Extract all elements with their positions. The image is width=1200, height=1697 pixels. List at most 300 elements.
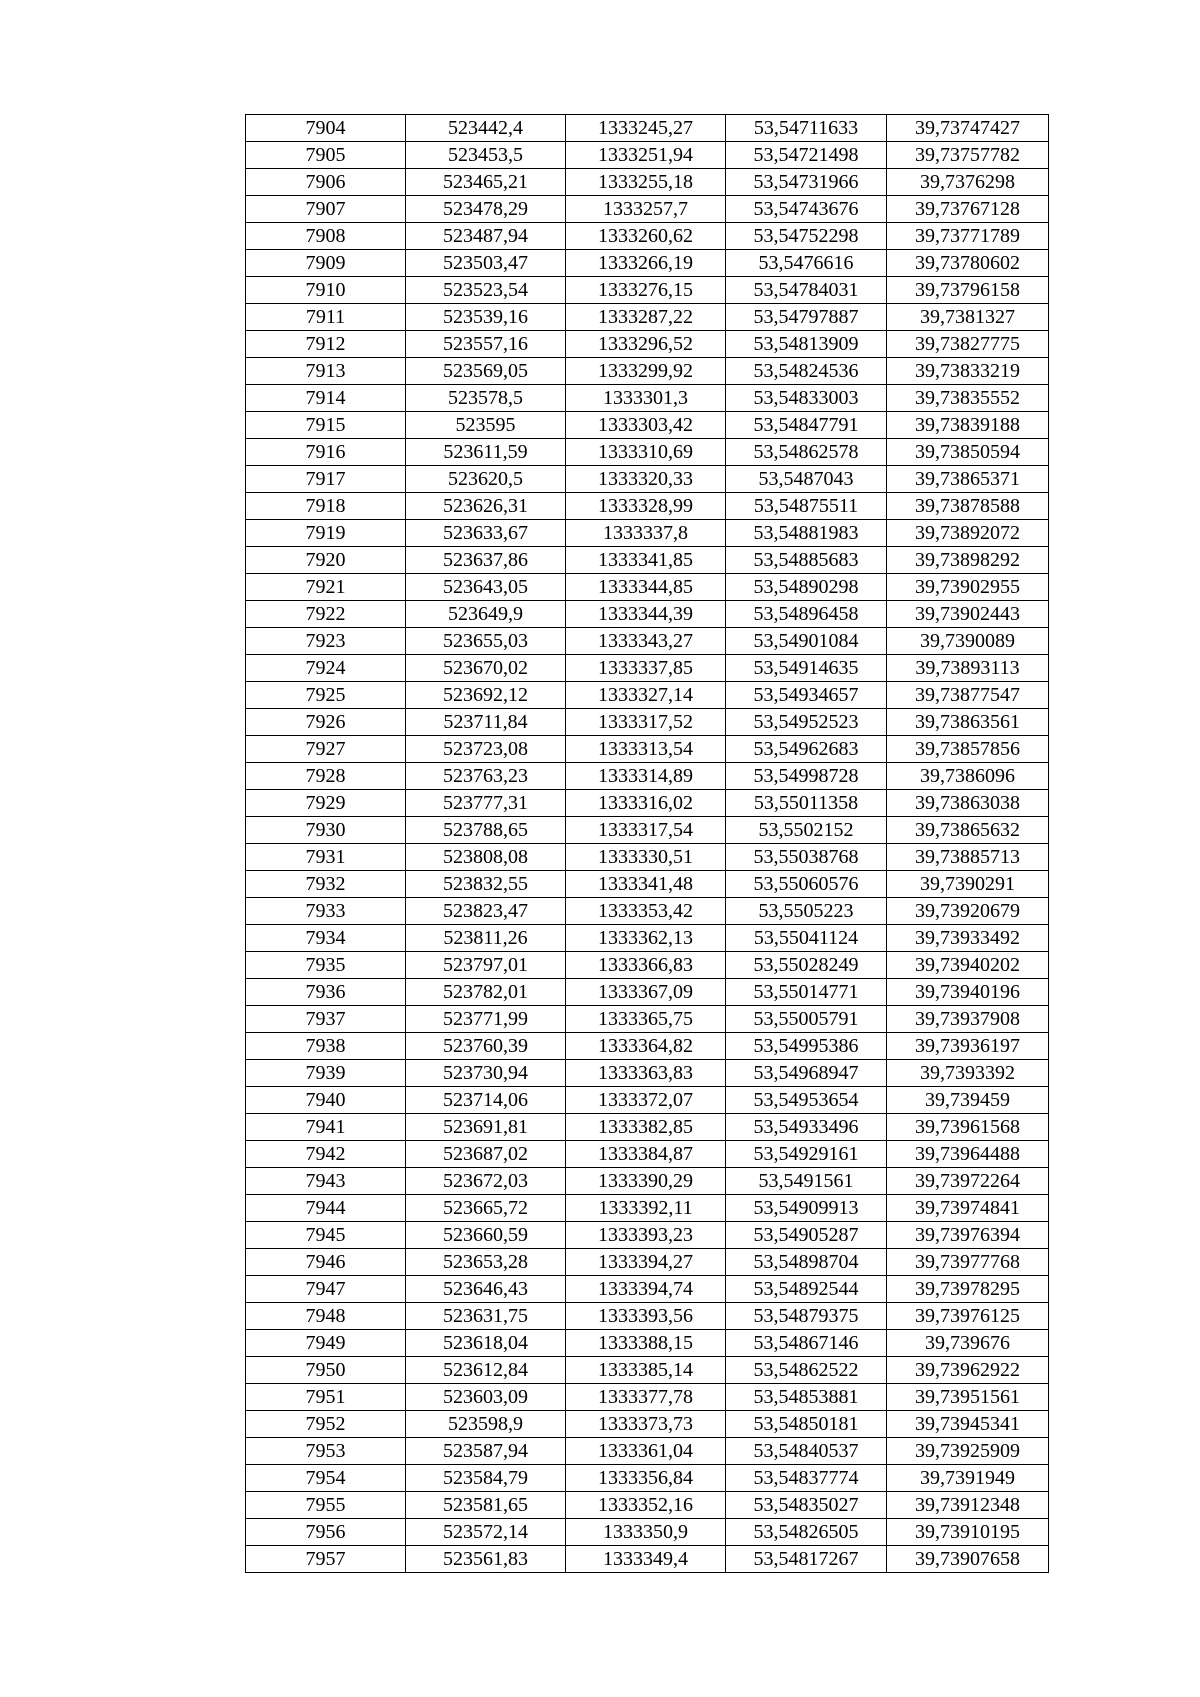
point-number-cell: 7916: [246, 439, 406, 466]
table-row: [246, 1195, 1049, 1222]
longitude-cell: 39,73976125: [887, 1303, 1049, 1330]
x-coordinate-cell: 523595: [406, 412, 566, 439]
y-coordinate-cell: 1333350,9: [566, 1519, 726, 1546]
point-number-cell: 7942: [246, 1141, 406, 1168]
latitude-cell: 53,54817267: [726, 1546, 887, 1573]
latitude-cell: 53,54743676: [726, 196, 887, 223]
table-row: [246, 1357, 1049, 1384]
latitude-cell: 53,54881983: [726, 520, 887, 547]
coordinates-table: [245, 114, 1049, 1573]
point-number-cell: 7930: [246, 817, 406, 844]
table-row: [246, 358, 1049, 385]
longitude-cell: 39,73907658: [887, 1546, 1049, 1573]
longitude-cell: 39,73877547: [887, 682, 1049, 709]
point-number-cell: 7909: [246, 250, 406, 277]
latitude-cell: 53,54914635: [726, 655, 887, 682]
x-coordinate-cell: 523649,9: [406, 601, 566, 628]
x-coordinate-cell: 523691,81: [406, 1114, 566, 1141]
x-coordinate-cell: 523782,01: [406, 979, 566, 1006]
table-row: [246, 1546, 1049, 1573]
x-coordinate-cell: 523581,65: [406, 1492, 566, 1519]
table-row: [246, 1087, 1049, 1114]
y-coordinate-cell: 1333388,15: [566, 1330, 726, 1357]
latitude-cell: 53,54867146: [726, 1330, 887, 1357]
point-number-cell: 7927: [246, 736, 406, 763]
x-coordinate-cell: 523730,94: [406, 1060, 566, 1087]
table-row: [246, 952, 1049, 979]
point-number-cell: 7939: [246, 1060, 406, 1087]
x-coordinate-cell: 523453,5: [406, 142, 566, 169]
latitude-cell: 53,54952523: [726, 709, 887, 736]
table-row: [246, 466, 1049, 493]
y-coordinate-cell: 1333310,69: [566, 439, 726, 466]
point-number-cell: 7944: [246, 1195, 406, 1222]
x-coordinate-cell: 523618,04: [406, 1330, 566, 1357]
table-row: [246, 601, 1049, 628]
table-row: [246, 682, 1049, 709]
y-coordinate-cell: 1333266,19: [566, 250, 726, 277]
table-row: [246, 493, 1049, 520]
longitude-cell: 39,73771789: [887, 223, 1049, 250]
longitude-cell: 39,73912348: [887, 1492, 1049, 1519]
longitude-cell: 39,73961568: [887, 1114, 1049, 1141]
y-coordinate-cell: 1333327,14: [566, 682, 726, 709]
table-row: [246, 1006, 1049, 1033]
table-row: [246, 1114, 1049, 1141]
longitude-cell: 39,73937908: [887, 1006, 1049, 1033]
point-number-cell: 7932: [246, 871, 406, 898]
point-number-cell: 7910: [246, 277, 406, 304]
y-coordinate-cell: 1333363,83: [566, 1060, 726, 1087]
x-coordinate-cell: 523633,67: [406, 520, 566, 547]
table-row: [246, 979, 1049, 1006]
y-coordinate-cell: 1333299,92: [566, 358, 726, 385]
longitude-cell: 39,73878588: [887, 493, 1049, 520]
x-coordinate-cell: 523620,5: [406, 466, 566, 493]
latitude-cell: 53,54905287: [726, 1222, 887, 1249]
point-number-cell: 7946: [246, 1249, 406, 1276]
latitude-cell: 53,55014771: [726, 979, 887, 1006]
table-row: [246, 628, 1049, 655]
longitude-cell: 39,739676: [887, 1330, 1049, 1357]
x-coordinate-cell: 523788,65: [406, 817, 566, 844]
latitude-cell: 53,54824536: [726, 358, 887, 385]
point-number-cell: 7908: [246, 223, 406, 250]
y-coordinate-cell: 1333392,11: [566, 1195, 726, 1222]
y-coordinate-cell: 1333314,89: [566, 763, 726, 790]
latitude-cell: 53,54898704: [726, 1249, 887, 1276]
point-number-cell: 7956: [246, 1519, 406, 1546]
x-coordinate-cell: 523687,02: [406, 1141, 566, 1168]
x-coordinate-cell: 523811,26: [406, 925, 566, 952]
table-row: [246, 844, 1049, 871]
latitude-cell: 53,54731966: [726, 169, 887, 196]
table-row: [246, 1330, 1049, 1357]
longitude-cell: 39,73850594: [887, 439, 1049, 466]
y-coordinate-cell: 1333367,09: [566, 979, 726, 1006]
table-row: [246, 250, 1049, 277]
latitude-cell: 53,54840537: [726, 1438, 887, 1465]
latitude-cell: 53,54837774: [726, 1465, 887, 1492]
x-coordinate-cell: 523465,21: [406, 169, 566, 196]
y-coordinate-cell: 1333393,56: [566, 1303, 726, 1330]
y-coordinate-cell: 1333394,74: [566, 1276, 726, 1303]
x-coordinate-cell: 523653,28: [406, 1249, 566, 1276]
point-number-cell: 7952: [246, 1411, 406, 1438]
longitude-cell: 39,73902443: [887, 601, 1049, 628]
latitude-cell: 53,54901084: [726, 628, 887, 655]
point-number-cell: 7935: [246, 952, 406, 979]
coordinates-table-body: [246, 115, 1049, 1573]
x-coordinate-cell: 523578,5: [406, 385, 566, 412]
table-row: [246, 196, 1049, 223]
point-number-cell: 7957: [246, 1546, 406, 1573]
longitude-cell: 39,73933492: [887, 925, 1049, 952]
point-number-cell: 7905: [246, 142, 406, 169]
x-coordinate-cell: 523523,54: [406, 277, 566, 304]
y-coordinate-cell: 1333343,27: [566, 628, 726, 655]
point-number-cell: 7920: [246, 547, 406, 574]
longitude-cell: 39,73835552: [887, 385, 1049, 412]
table-row: [246, 925, 1049, 952]
longitude-cell: 39,73940202: [887, 952, 1049, 979]
latitude-cell: 53,5491561: [726, 1168, 887, 1195]
latitude-cell: 53,54711633: [726, 115, 887, 142]
longitude-cell: 39,73951561: [887, 1384, 1049, 1411]
latitude-cell: 53,54826505: [726, 1519, 887, 1546]
point-number-cell: 7940: [246, 1087, 406, 1114]
x-coordinate-cell: 523672,03: [406, 1168, 566, 1195]
table-row: [246, 1168, 1049, 1195]
table-row: [246, 574, 1049, 601]
longitude-cell: 39,73863038: [887, 790, 1049, 817]
longitude-cell: 39,73885713: [887, 844, 1049, 871]
x-coordinate-cell: 523711,84: [406, 709, 566, 736]
x-coordinate-cell: 523611,59: [406, 439, 566, 466]
table-row: [246, 277, 1049, 304]
latitude-cell: 53,54933496: [726, 1114, 887, 1141]
latitude-cell: 53,54968947: [726, 1060, 887, 1087]
latitude-cell: 53,54998728: [726, 763, 887, 790]
table-row: [246, 331, 1049, 358]
latitude-cell: 53,5505223: [726, 898, 887, 925]
longitude-cell: 39,73920679: [887, 898, 1049, 925]
x-coordinate-cell: 523665,72: [406, 1195, 566, 1222]
point-number-cell: 7947: [246, 1276, 406, 1303]
longitude-cell: 39,73892072: [887, 520, 1049, 547]
y-coordinate-cell: 1333372,07: [566, 1087, 726, 1114]
table-row: [246, 1465, 1049, 1492]
table-row: [246, 1411, 1049, 1438]
point-number-cell: 7933: [246, 898, 406, 925]
y-coordinate-cell: 1333377,78: [566, 1384, 726, 1411]
point-number-cell: 7951: [246, 1384, 406, 1411]
x-coordinate-cell: 523723,08: [406, 736, 566, 763]
y-coordinate-cell: 1333349,4: [566, 1546, 726, 1573]
y-coordinate-cell: 1333257,7: [566, 196, 726, 223]
point-number-cell: 7941: [246, 1114, 406, 1141]
table-row: [246, 655, 1049, 682]
y-coordinate-cell: 1333317,52: [566, 709, 726, 736]
point-number-cell: 7917: [246, 466, 406, 493]
x-coordinate-cell: 523503,47: [406, 250, 566, 277]
y-coordinate-cell: 1333384,87: [566, 1141, 726, 1168]
y-coordinate-cell: 1333382,85: [566, 1114, 726, 1141]
longitude-cell: 39,73978295: [887, 1276, 1049, 1303]
x-coordinate-cell: 523637,86: [406, 547, 566, 574]
table-row: [246, 736, 1049, 763]
point-number-cell: 7924: [246, 655, 406, 682]
longitude-cell: 39,739459: [887, 1087, 1049, 1114]
longitude-cell: 39,7390291: [887, 871, 1049, 898]
y-coordinate-cell: 1333344,39: [566, 601, 726, 628]
x-coordinate-cell: 523643,05: [406, 574, 566, 601]
point-number-cell: 7919: [246, 520, 406, 547]
x-coordinate-cell: 523760,39: [406, 1033, 566, 1060]
x-coordinate-cell: 523832,55: [406, 871, 566, 898]
table-row: [246, 1519, 1049, 1546]
longitude-cell: 39,73833219: [887, 358, 1049, 385]
table-row: [246, 439, 1049, 466]
table-row: [246, 1384, 1049, 1411]
longitude-cell: 39,73865632: [887, 817, 1049, 844]
longitude-cell: 39,7390089: [887, 628, 1049, 655]
latitude-cell: 53,54890298: [726, 574, 887, 601]
longitude-cell: 39,7391949: [887, 1465, 1049, 1492]
latitude-cell: 53,54862522: [726, 1357, 887, 1384]
table-row: [246, 1438, 1049, 1465]
longitude-cell: 39,73940196: [887, 979, 1049, 1006]
table-row: [246, 1276, 1049, 1303]
point-number-cell: 7911: [246, 304, 406, 331]
point-number-cell: 7912: [246, 331, 406, 358]
longitude-cell: 39,7386096: [887, 763, 1049, 790]
y-coordinate-cell: 1333364,82: [566, 1033, 726, 1060]
x-coordinate-cell: 523598,9: [406, 1411, 566, 1438]
point-number-cell: 7937: [246, 1006, 406, 1033]
latitude-cell: 53,5502152: [726, 817, 887, 844]
longitude-cell: 39,73865371: [887, 466, 1049, 493]
x-coordinate-cell: 523587,94: [406, 1438, 566, 1465]
y-coordinate-cell: 1333341,48: [566, 871, 726, 898]
table-row: [246, 547, 1049, 574]
x-coordinate-cell: 523670,02: [406, 655, 566, 682]
longitude-cell: 39,73945341: [887, 1411, 1049, 1438]
y-coordinate-cell: 1333296,52: [566, 331, 726, 358]
y-coordinate-cell: 1333301,3: [566, 385, 726, 412]
y-coordinate-cell: 1333356,84: [566, 1465, 726, 1492]
longitude-cell: 39,73767128: [887, 196, 1049, 223]
point-number-cell: 7945: [246, 1222, 406, 1249]
longitude-cell: 39,7376298: [887, 169, 1049, 196]
table-row: [246, 412, 1049, 439]
latitude-cell: 53,54962683: [726, 736, 887, 763]
x-coordinate-cell: 523569,05: [406, 358, 566, 385]
latitude-cell: 53,54853881: [726, 1384, 887, 1411]
point-number-cell: 7921: [246, 574, 406, 601]
y-coordinate-cell: 1333373,73: [566, 1411, 726, 1438]
longitude-cell: 39,73925909: [887, 1438, 1049, 1465]
latitude-cell: 53,55060576: [726, 871, 887, 898]
longitude-cell: 39,73898292: [887, 547, 1049, 574]
y-coordinate-cell: 1333328,99: [566, 493, 726, 520]
table-row: [246, 142, 1049, 169]
table-row: [246, 709, 1049, 736]
point-number-cell: 7931: [246, 844, 406, 871]
longitude-cell: 39,7393392: [887, 1060, 1049, 1087]
x-coordinate-cell: 523823,47: [406, 898, 566, 925]
point-number-cell: 7922: [246, 601, 406, 628]
longitude-cell: 39,73757782: [887, 142, 1049, 169]
longitude-cell: 39,73936197: [887, 1033, 1049, 1060]
latitude-cell: 53,55038768: [726, 844, 887, 871]
x-coordinate-cell: 523777,31: [406, 790, 566, 817]
latitude-cell: 53,5487043: [726, 466, 887, 493]
latitude-cell: 53,54752298: [726, 223, 887, 250]
x-coordinate-cell: 523478,29: [406, 196, 566, 223]
x-coordinate-cell: 523442,4: [406, 115, 566, 142]
latitude-cell: 53,54721498: [726, 142, 887, 169]
latitude-cell: 53,55011358: [726, 790, 887, 817]
x-coordinate-cell: 523808,08: [406, 844, 566, 871]
point-number-cell: 7928: [246, 763, 406, 790]
latitude-cell: 53,54909913: [726, 1195, 887, 1222]
longitude-cell: 39,7381327: [887, 304, 1049, 331]
table-row: [246, 385, 1049, 412]
y-coordinate-cell: 1333260,62: [566, 223, 726, 250]
latitude-cell: 53,54875511: [726, 493, 887, 520]
latitude-cell: 53,55041124: [726, 925, 887, 952]
point-number-cell: 7943: [246, 1168, 406, 1195]
longitude-cell: 39,73972264: [887, 1168, 1049, 1195]
table-row: [246, 871, 1049, 898]
x-coordinate-cell: 523763,23: [406, 763, 566, 790]
y-coordinate-cell: 1333251,94: [566, 142, 726, 169]
table-row: [246, 1033, 1049, 1060]
y-coordinate-cell: 1333276,15: [566, 277, 726, 304]
longitude-cell: 39,73974841: [887, 1195, 1049, 1222]
point-number-cell: 7907: [246, 196, 406, 223]
table-row: [246, 169, 1049, 196]
point-number-cell: 7938: [246, 1033, 406, 1060]
x-coordinate-cell: 523539,16: [406, 304, 566, 331]
table-row: [246, 520, 1049, 547]
table-row: [246, 115, 1049, 142]
longitude-cell: 39,73893113: [887, 655, 1049, 682]
longitude-cell: 39,73977768: [887, 1249, 1049, 1276]
point-number-cell: 7948: [246, 1303, 406, 1330]
y-coordinate-cell: 1333394,27: [566, 1249, 726, 1276]
y-coordinate-cell: 1333287,22: [566, 304, 726, 331]
x-coordinate-cell: 523584,79: [406, 1465, 566, 1492]
x-coordinate-cell: 523487,94: [406, 223, 566, 250]
y-coordinate-cell: 1333366,83: [566, 952, 726, 979]
y-coordinate-cell: 1333330,51: [566, 844, 726, 871]
point-number-cell: 7936: [246, 979, 406, 1006]
point-number-cell: 7955: [246, 1492, 406, 1519]
table-row: [246, 1222, 1049, 1249]
x-coordinate-cell: 523646,43: [406, 1276, 566, 1303]
x-coordinate-cell: 523626,31: [406, 493, 566, 520]
x-coordinate-cell: 523612,84: [406, 1357, 566, 1384]
latitude-cell: 53,54885683: [726, 547, 887, 574]
x-coordinate-cell: 523561,83: [406, 1546, 566, 1573]
latitude-cell: 53,54797887: [726, 304, 887, 331]
latitude-cell: 53,55005791: [726, 1006, 887, 1033]
x-coordinate-cell: 523655,03: [406, 628, 566, 655]
point-number-cell: 7934: [246, 925, 406, 952]
point-number-cell: 7929: [246, 790, 406, 817]
y-coordinate-cell: 1333337,85: [566, 655, 726, 682]
longitude-cell: 39,73796158: [887, 277, 1049, 304]
point-number-cell: 7914: [246, 385, 406, 412]
y-coordinate-cell: 1333361,04: [566, 1438, 726, 1465]
x-coordinate-cell: 523692,12: [406, 682, 566, 709]
longitude-cell: 39,73910195: [887, 1519, 1049, 1546]
table-row: [246, 817, 1049, 844]
y-coordinate-cell: 1333320,33: [566, 466, 726, 493]
y-coordinate-cell: 1333313,54: [566, 736, 726, 763]
point-number-cell: 7906: [246, 169, 406, 196]
x-coordinate-cell: 523797,01: [406, 952, 566, 979]
y-coordinate-cell: 1333353,42: [566, 898, 726, 925]
point-number-cell: 7926: [246, 709, 406, 736]
latitude-cell: 53,54879375: [726, 1303, 887, 1330]
point-number-cell: 7949: [246, 1330, 406, 1357]
latitude-cell: 53,54833003: [726, 385, 887, 412]
latitude-cell: 53,54995386: [726, 1033, 887, 1060]
latitude-cell: 53,54896458: [726, 601, 887, 628]
y-coordinate-cell: 1333337,8: [566, 520, 726, 547]
longitude-cell: 39,73839188: [887, 412, 1049, 439]
table-row: [246, 898, 1049, 925]
y-coordinate-cell: 1333316,02: [566, 790, 726, 817]
y-coordinate-cell: 1333365,75: [566, 1006, 726, 1033]
y-coordinate-cell: 1333245,27: [566, 115, 726, 142]
y-coordinate-cell: 1333317,54: [566, 817, 726, 844]
point-number-cell: 7918: [246, 493, 406, 520]
y-coordinate-cell: 1333390,29: [566, 1168, 726, 1195]
table-row: [246, 790, 1049, 817]
point-number-cell: 7925: [246, 682, 406, 709]
longitude-cell: 39,73857856: [887, 736, 1049, 763]
table-row: [246, 1492, 1049, 1519]
latitude-cell: 53,54934657: [726, 682, 887, 709]
longitude-cell: 39,73962922: [887, 1357, 1049, 1384]
y-coordinate-cell: 1333385,14: [566, 1357, 726, 1384]
latitude-cell: 53,55028249: [726, 952, 887, 979]
table-row: [246, 1141, 1049, 1168]
point-number-cell: 7913: [246, 358, 406, 385]
latitude-cell: 53,54892544: [726, 1276, 887, 1303]
x-coordinate-cell: 523557,16: [406, 331, 566, 358]
y-coordinate-cell: 1333352,16: [566, 1492, 726, 1519]
table-row: [246, 223, 1049, 250]
longitude-cell: 39,73863561: [887, 709, 1049, 736]
longitude-cell: 39,73976394: [887, 1222, 1049, 1249]
table-row: [246, 304, 1049, 331]
y-coordinate-cell: 1333393,23: [566, 1222, 726, 1249]
table-row: [246, 1060, 1049, 1087]
longitude-cell: 39,73780602: [887, 250, 1049, 277]
x-coordinate-cell: 523714,06: [406, 1087, 566, 1114]
x-coordinate-cell: 523771,99: [406, 1006, 566, 1033]
y-coordinate-cell: 1333362,13: [566, 925, 726, 952]
longitude-cell: 39,73902955: [887, 574, 1049, 601]
point-number-cell: 7954: [246, 1465, 406, 1492]
latitude-cell: 53,54813909: [726, 331, 887, 358]
point-number-cell: 7953: [246, 1438, 406, 1465]
